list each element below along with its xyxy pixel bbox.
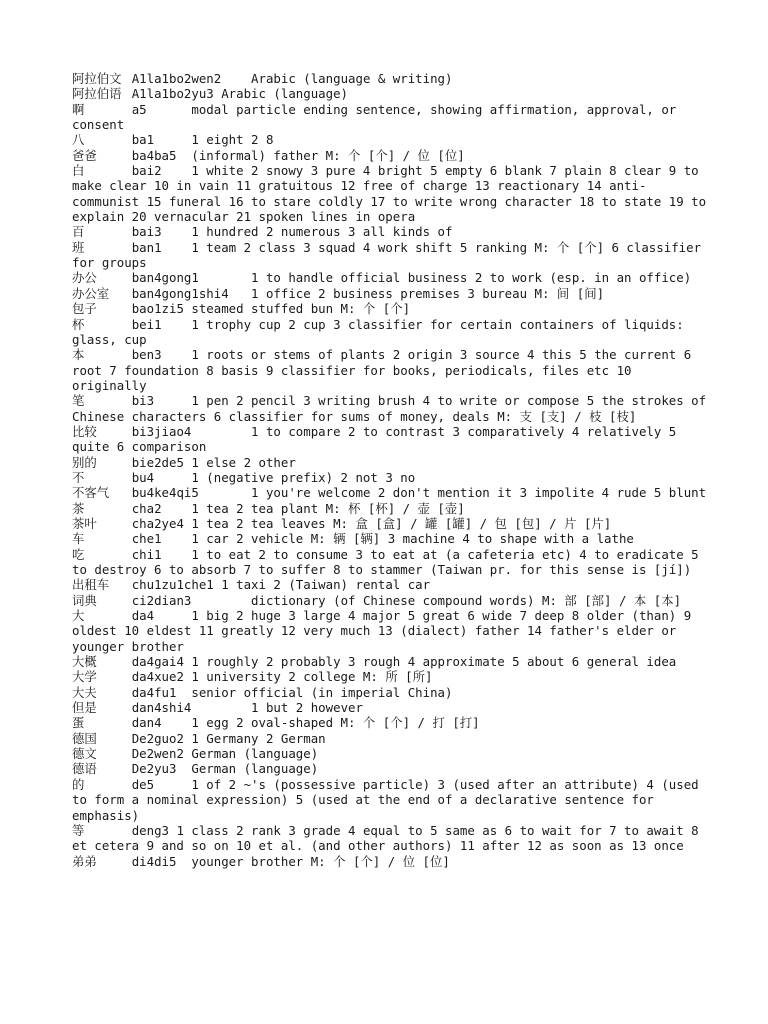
dictionary-entry: 大 da4 1 big 2 huge 3 large 4 major 5 great 6 wide 7 deep 8 older (than) 9 oldest 10 eldest 11 greatly 12 very much 13 (dialect) father 14 father's elder or younger brother [72,608,699,654]
dictionary-entry: 吃 chi1 1 to eat 2 to consume 3 to eat at (a cafeteria etc) 4 to eradicate 5 to destroy 6 to absorb 7 to suffer 8 to stammer (Taiwan pr. for this sense is [jí]) [72,546,707,577]
dictionary-entry: 不 bu4 1 (negative prefix) 2 not 3 no [72,469,416,485]
dictionary-entry: 德文 De2wen2 German (language) [72,746,319,762]
dictionary-entry: 德国 De2guo2 1 Germany 2 German [72,730,326,746]
dictionary-page [72,71,712,869]
dictionary-entry: 班 ban1 1 team 2 class 3 squad 4 work shift 5 ranking M: 个 [个] 6 classifier for groups [72,239,709,271]
dictionary-entry: 阿拉伯语 A1la1bo2yu3 Arabic (language) [72,86,349,102]
dictionary-entry: 包子 bao1zi5 steamed stuffed bun M: 个 [个] [72,301,411,317]
dictionary-entry: 杯 bei1 1 trophy cup 2 cup 3 classifier for certain containers of liquids: glass, cup [72,316,692,347]
dictionary-entry: 啊 a5 modal particle ending sentence, showing affirmation, approval, or consent [72,101,684,133]
dictionary-entry: 白 bai2 1 white 2 snowy 3 pure 4 bright 5 empty 6 blank 7 plain 8 clear 9 to make clear 10 in vain 11 gratuitous 12 free of charge 13 reactionary 14 anti-communist 15 funeral 16 to stare coldly 17 to write wrong character 18 to state 19 to explain 20 vernacular 21 spoken lines in opera [72,163,714,225]
dictionary-entry: 德语 De2yu3 German (language) [72,761,319,777]
dictionary-entry: 车 che1 1 car 2 vehicle M: 辆 [辆] 3 machine 4 to shape with a lathe [72,531,634,547]
dictionary-entry: 茶叶 cha2ye4 1 tea 2 tea leaves M: 盒 [盒] / 罐 [罐] / 包 [包] / 片 [片] [72,515,612,531]
dictionary-entry: 不客气 bu4ke4qi5 1 you're welcome 2 don't mention it 3 impolite 4 rude 5 blunt [72,485,707,501]
dictionary-entry: 的 de5 1 of 2 ~'s (possessive particle) 3 (used after an attribute) 4 (used to form a nominal expression) 5 (used at the end of a declarative sentence for emphasis) [72,776,707,823]
dictionary-entry: 但是 dan4shi4 1 but 2 however [72,700,363,716]
dictionary-entry: 蛋 dan4 1 egg 2 oval-shaped M: 个 [个] / 打 [打] [72,715,480,731]
dictionary-entry: 笔 bi3 1 pen 2 pencil 3 writing brush 4 to write or compose 5 the strokes of Chinese characters 6 classifier for sums of money, deals M: 支 [支] / 枝 [枝] [72,393,714,424]
dictionary-entry: 百 bai3 1 hundred 2 numerous 3 all kinds of [72,224,453,240]
dictionary-entry: 大概 da4gai4 1 roughly 2 probably 3 rough 4 approximate 5 about 6 general idea [72,654,677,670]
dictionary-entry: 大学 da4xue2 1 university 2 college M: 所 [所] [72,669,433,685]
dictionary-entry: 等 deng3 1 class 2 rank 3 grade 4 equal to 5 same as 6 to wait for 7 to await 8 et cetera 9 and so on 10 et al. (and other authors) 11 after 12 as soon as 13 once [72,822,707,854]
dictionary-entry: 八 ba1 1 eight 2 8 [72,132,274,148]
dictionary-entry: 办公室 ban4gong1shi4 1 office 2 business premises 3 bureau M: 间 [间] [72,285,605,301]
dictionary-entry: 别的 bie2de5 1 else 2 other [72,454,296,470]
dictionary-entry: 比较 bi3jiao4 1 to compare 2 to contrast 3 comparatively 4 relatively 5 quite 6 comparison [72,423,684,455]
dictionary-entry: 弟弟 di4di5 younger brother M: 个 [个] / 位 [位] [72,853,450,869]
dictionary-entry: 办公 ban4gong1 1 to handle official business 2 to work (esp. in an office) [72,270,692,286]
dictionary-entry: 本 ben3 1 roots or stems of plants 2 origin 3 source 4 this 5 the current 6 root 7 foundation 8 basis 9 classifier for books, periodicals, files etc 10 originally [72,347,699,393]
dictionary-entry: 出租车 chu1zu1che1 1 taxi 2 (Taiwan) rental car [72,577,431,593]
dictionary-entry: 大夫 da4fu1 senior official (in imperial China) [72,684,453,700]
dictionary-entry: 阿拉伯文 A1la1bo2wen2 Arabic (language & writing) [72,71,453,86]
dictionary-entry: 茶 cha2 1 tea 2 tea plant M: 杯 [杯] / 壶 [壶] [72,500,465,516]
dictionary-entry: 词典 ci2dian3 dictionary (of Chinese compound words) M: 部 [部] / 本 [本] [72,592,682,608]
dictionary-entry: 爸爸 ba4ba5 (informal) father M: 个 [个] / 位 [位] [72,147,465,163]
